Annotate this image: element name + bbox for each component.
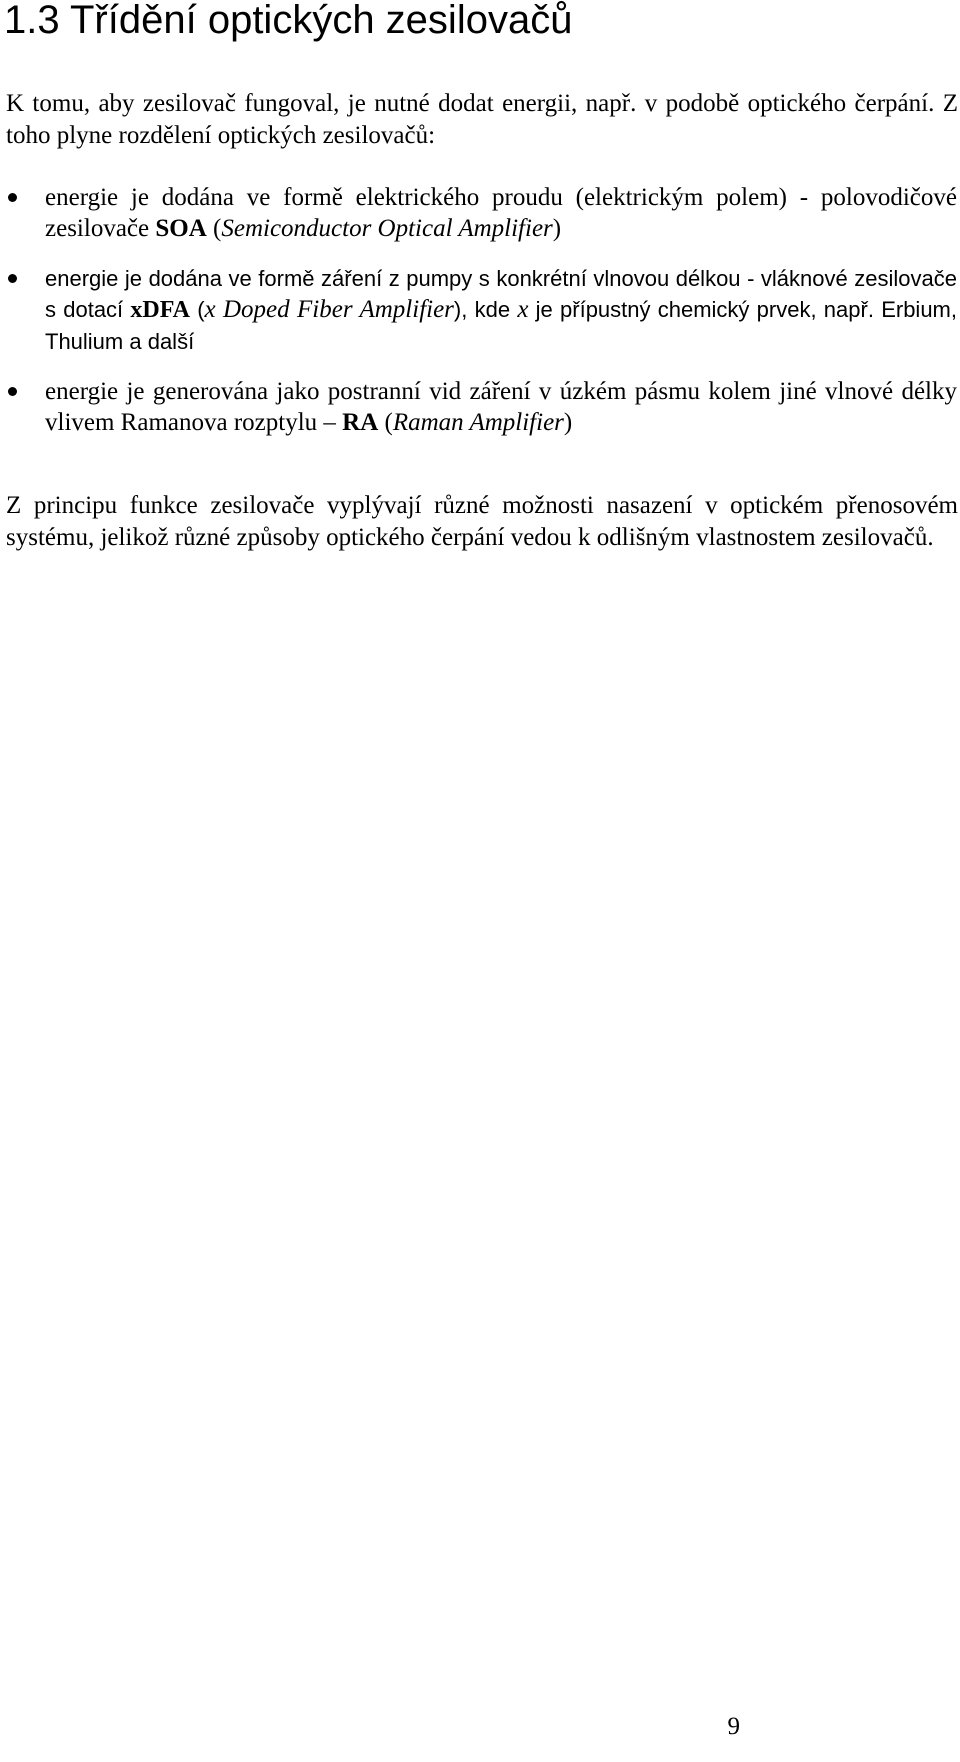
conclusion-paragraph: Z principu funkce zesilovače vyplývají různé možnosti nasazení v optickém přenosovém systému, jelikož různé způsoby optického čerpání vedou k odlišným vlastnostem zesilovačů.	[6, 492, 958, 551]
paren-open: (	[378, 409, 393, 436]
list-item-text-post: je přípustný chemický prvek, např. Erbium, Thulium a další	[45, 297, 957, 354]
list-item-text-mid: ), kde	[453, 297, 518, 322]
list-item-soa	[0, 182, 957, 244]
list-item-xdfa	[0, 263, 957, 357]
list-item-text: energie je dodána ve formě elektrického proudu (elektrickým polem) - polovodičové zesilovače	[45, 184, 957, 242]
bullet-icon	[8, 274, 17, 283]
abbreviation-soa: SOA	[155, 215, 207, 242]
intro-paragraph: K tomu, aby zesilovač fungoval, je nutné dodat energii, např. v podobě optického čerpání. Z toho plyne rozdělení optických zesilovačů:	[6, 90, 958, 149]
full-name-xdfa: x Doped Fiber Amplifier	[204, 296, 454, 323]
list-item-text: energie je dodána ve formě záření z pumpy s konkrétní vlnovou délkou - vláknové zesilovače s dotací	[45, 266, 957, 322]
page-number: 9	[727, 1713, 740, 1740]
list-item-ra	[0, 376, 957, 438]
bullet-icon	[8, 193, 17, 202]
paren-open: (	[189, 297, 205, 322]
variable-x: x	[517, 296, 529, 323]
full-name-soa: Semiconductor Optical Amplifier	[221, 215, 553, 242]
paren-close: )	[563, 409, 573, 436]
amplifier-types-list	[0, 182, 960, 438]
paren-close: )	[552, 215, 562, 242]
abbreviation-ra: RA	[342, 409, 379, 436]
abbreviation-xdfa: xDFA	[130, 297, 190, 323]
section-heading: 1.3 Třídění optických zesilovačů	[4, 0, 573, 42]
full-name-ra: Raman Amplifier	[392, 409, 564, 436]
bullet-icon	[8, 387, 17, 396]
paren-open: (	[206, 215, 222, 242]
list-item-text: energie je generována jako postranní vid záření v úzkém pásmu kolem jiné vlnové délky vlivem Ramanova rozptylu –	[45, 378, 957, 436]
